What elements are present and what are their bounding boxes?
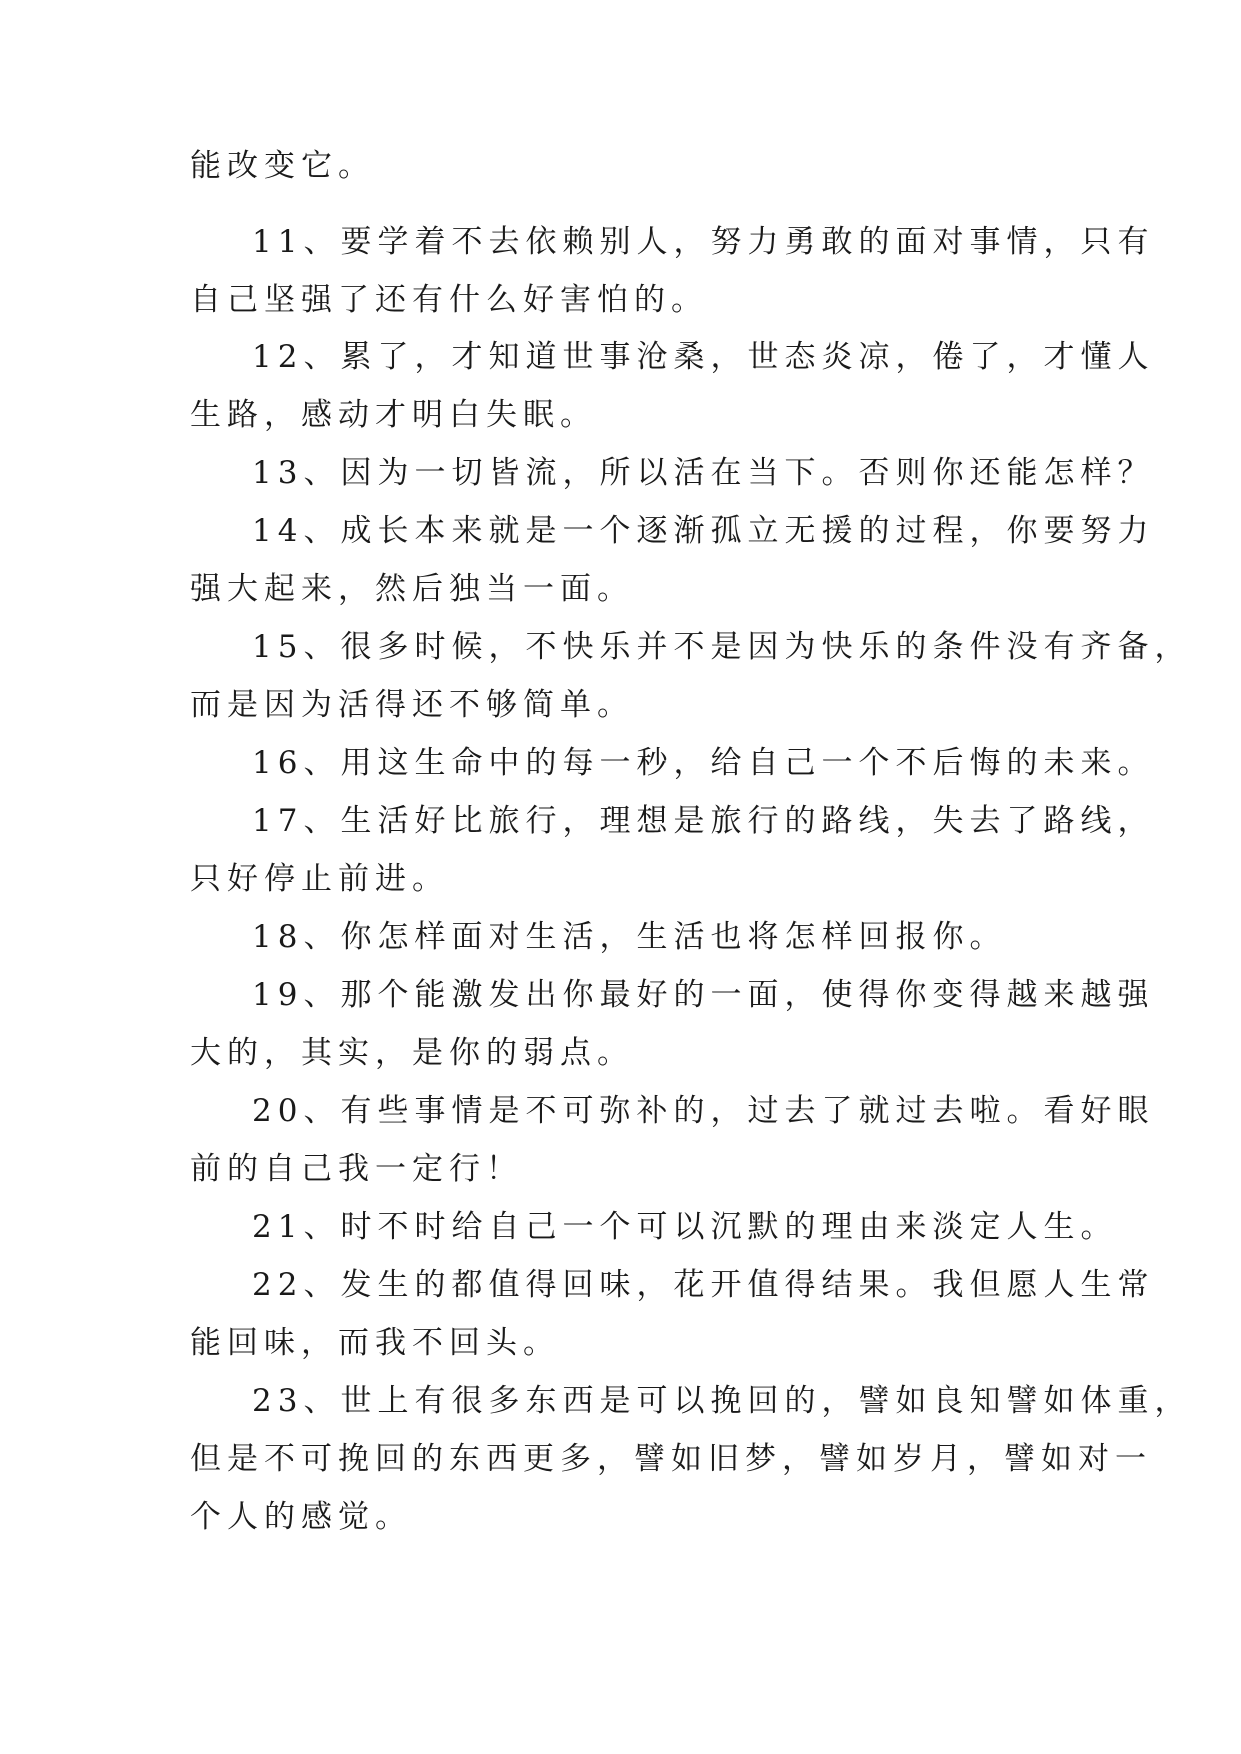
text-line: 但是不可挽回的东西更多，譬如旧梦，譬如岁月，譬如对一	[190, 1441, 1152, 1477]
text-line: 15、很多时候，不快乐并不是因为快乐的条件没有齐备，	[252, 629, 1192, 665]
text-line: 前的自己我一定行！	[190, 1151, 523, 1187]
text-line: 能回味，而我不回头。	[190, 1325, 560, 1361]
text-line: 14、成长本来就是一个逐渐孤立无援的过程，你要努力	[252, 513, 1155, 549]
text-line: 自己坚强了还有什么好害怕的。	[190, 282, 708, 318]
text-line: 11、要学着不去依赖别人，努力勇敢的面对事情，只有	[252, 224, 1155, 260]
text-line: 强大起来，然后独当一面。	[190, 571, 634, 607]
text-line: 19、那个能激发出你最好的一面，使得你变得越来越强	[252, 977, 1155, 1013]
text-line: 16、用这生命中的每一秒，给自己一个不后悔的未来。	[252, 745, 1155, 781]
text-line: 只好停止前进。	[190, 861, 449, 897]
text-line: 生路，感动才明白失眠。	[190, 397, 597, 433]
text-line: 20、有些事情是不可弥补的，过去了就过去啦。看好眼	[252, 1093, 1155, 1129]
text-line: 13、因为一切皆流，所以活在当下。否则你还能怎样？	[252, 455, 1155, 491]
text-line: 17、生活好比旅行，理想是旅行的路线，失去了路线，	[252, 803, 1155, 839]
text-line: 个人的感觉。	[190, 1499, 412, 1535]
text-line: 21、时不时给自己一个可以沉默的理由来淡定人生。	[252, 1209, 1118, 1245]
text-line: 12、累了，才知道世事沧桑，世态炎凉，倦了，才懂人	[252, 339, 1155, 375]
text-line: 而是因为活得还不够简单。	[190, 687, 634, 723]
text-line: 22、发生的都值得回味，花开值得结果。我但愿人生常	[252, 1267, 1155, 1303]
text-line: 大的，其实，是你的弱点。	[190, 1035, 634, 1071]
text-line: 18、你怎样面对生活，生活也将怎样回报你。	[252, 919, 1007, 955]
text-line: 能改变它。	[190, 148, 375, 184]
text-line: 23、世上有很多东西是可以挽回的，譬如良知譬如体重，	[252, 1383, 1192, 1419]
